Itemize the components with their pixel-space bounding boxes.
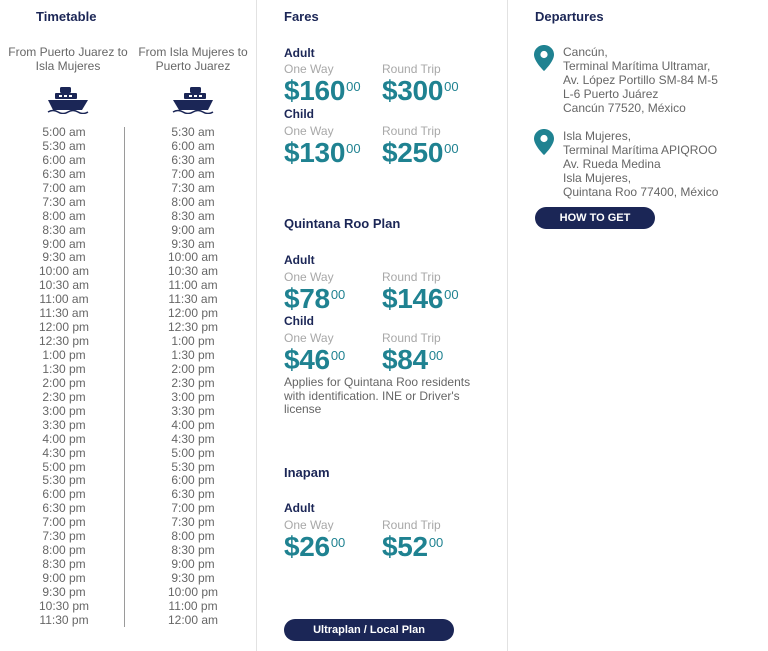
departure-time: 6:30 pm: [42, 501, 86, 516]
timetable-column-b: [143, 126, 243, 628]
departure-time: 12:30 pm: [167, 320, 219, 335]
column-divider-right: [507, 0, 508, 651]
price-child-one-way: $\$130^{00}$: [284, 137, 361, 168]
departure-time: 1:00 pm: [42, 348, 86, 362]
departure-time: 1:00 pm: [171, 334, 215, 349]
departure-time: 5:30 am: [171, 125, 215, 139]
round-trip-label: Round Trip: [382, 124, 441, 138]
departure-time: 6:00 pm: [171, 473, 215, 488]
departure-time: 12:00 pm: [38, 320, 90, 335]
route-a-label: From Puerto Juarez to Isla Mujeres: [8, 45, 128, 73]
departure-time: 8:00 pm: [42, 543, 86, 558]
departure-time: 3:30 pm: [42, 417, 86, 432]
route-b-label: From Isla Mujeres to Puerto Juarez: [138, 45, 248, 73]
departure-time: 10:30 pm: [38, 598, 90, 613]
departure-time: 2:00 pm: [42, 375, 86, 390]
departure-time: 2:30 pm: [171, 375, 215, 390]
qroo-plan-title: Quintana Roo Plan: [284, 216, 401, 231]
departure-time: 9:00 pm: [171, 557, 215, 572]
departure-time: 8:30 am: [42, 222, 86, 237]
departure-time: 1:30 pm: [171, 348, 215, 362]
departure-time: 8:00 pm: [171, 529, 215, 544]
timetable-divider: [124, 127, 125, 627]
timetable-column-a: [14, 126, 114, 628]
adult-label: Adult: [284, 46, 315, 60]
departure-time: 5:00 am: [42, 125, 86, 139]
departure-time: 3:30 pm: [171, 403, 215, 418]
departure-time: 4:30 pm: [42, 445, 86, 460]
departure-time: 7:30 pm: [171, 515, 215, 530]
inapam-title: Inapam: [284, 465, 330, 480]
ferry-icon: [46, 86, 90, 114]
departure-time: 6:00 am: [42, 152, 86, 167]
departure-time: 6:00 am: [171, 138, 215, 153]
qroo-plan-note: Applies for Quintana Roo residents with identification. INE or Driver's license: [284, 375, 471, 416]
departure-time: 11:30 pm: [39, 612, 89, 627]
one-way-label: One Way: [284, 124, 334, 138]
departure-time: 8:30 am: [171, 208, 215, 223]
departure-time: 8:00 am: [171, 194, 215, 209]
departures-title: Departures: [535, 9, 604, 24]
departure-time: 7:00 pm: [171, 501, 215, 516]
departure-time: 2:00 pm: [171, 361, 215, 376]
map-pin-icon: [534, 129, 554, 155]
departure-time: 7:30 am: [42, 194, 86, 209]
one-way-label: One Way: [284, 62, 334, 76]
departure-time: 3:00 pm: [171, 389, 215, 404]
one-way-label: One Way: [284, 518, 334, 532]
departure-time: 8:30 pm: [171, 543, 215, 558]
price-child-round-trip: $\$250^{00}$: [382, 137, 459, 168]
departure-time: 7:00 am: [42, 180, 86, 195]
departure-time: 6:30 am: [42, 166, 86, 181]
departure-time: 3:00 pm: [42, 403, 86, 418]
child-label: Child: [284, 107, 314, 121]
adult-label: Adult: [284, 253, 315, 267]
departure-time: 9:30 pm: [171, 571, 215, 585]
departure-time: 11:00 pm: [168, 598, 218, 613]
departure-time: 5:30 pm: [171, 459, 215, 474]
departure-time: 10:00 am: [167, 250, 219, 265]
price-qroo-adult-round-trip: $\$146^{00}$: [382, 283, 459, 314]
round-trip-label: Round Trip: [382, 331, 441, 345]
departure-time: 8:00 am: [42, 208, 86, 223]
departure-time: 11:00 am: [39, 292, 89, 307]
price-qroo-child-round-trip: $\$84^{00}$: [382, 344, 444, 375]
child-label: Child: [284, 314, 314, 328]
departure-time: 11:30 am: [168, 292, 218, 307]
departure-time: 12:00 am: [167, 612, 219, 627]
round-trip-label: Round Trip: [382, 62, 441, 76]
departure-time: 10:30 am: [38, 278, 90, 293]
price-inapam-adult-one-way: $\$26^{00}$: [284, 531, 346, 562]
departure-time: 5:00 pm: [171, 445, 215, 460]
departure-time: 7:30 am: [171, 180, 215, 195]
departure-time: 9:30 am: [171, 236, 215, 251]
column-divider-left: [256, 0, 257, 651]
departure-time: 7:30 pm: [42, 529, 86, 544]
departure-time: 10:30 am: [167, 264, 219, 279]
price-qroo-child-one-way: $\$46^{00}$: [284, 344, 346, 375]
price-adult-one-way: $\$160^{00}$: [284, 75, 361, 106]
departure-time: 9:00 pm: [42, 571, 86, 585]
departure-time: 9:30 am: [42, 250, 86, 265]
departure-time: 2:30 pm: [42, 389, 86, 404]
map-pin-icon: [534, 45, 554, 71]
price-adult-round-trip: $\$300^{00}$: [382, 75, 459, 106]
departure-time: 5:00 pm: [42, 459, 86, 474]
departure-time: 7:00 am: [171, 166, 215, 181]
ferry-icon: [171, 86, 215, 114]
round-trip-label: Round Trip: [382, 270, 441, 284]
departure-time: 5:30 pm: [42, 473, 86, 488]
departure-time: 1:30 pm: [42, 361, 86, 376]
departure-cancun-address: Cancún, Terminal Marítima Ultramar, Av. López Portillo SM-84 M-5 L-6 Puerto Juárez Cancún 77520, México: [563, 45, 718, 115]
departure-time: 12:30 pm: [38, 334, 90, 349]
departure-time: 4:00 pm: [171, 417, 215, 432]
departure-time: 11:00 am: [168, 278, 218, 293]
round-trip-label: Round Trip: [382, 518, 441, 532]
departure-time: 4:30 pm: [171, 431, 215, 446]
departure-time: 4:00 pm: [42, 431, 86, 446]
price-inapam-adult-round-trip: $\$52^{00}$: [382, 531, 444, 562]
departure-time: 6:30 pm: [171, 487, 215, 502]
fares-title: Fares: [284, 9, 319, 24]
departure-time: 5:30 am: [42, 138, 86, 153]
timetable-title: Timetable: [36, 9, 97, 24]
departure-time: 11:30 am: [39, 306, 89, 321]
departure-time: 10:00 am: [38, 264, 90, 279]
departure-isla-mujeres-address: Isla Mujeres, Terminal Marítima APIQROO Av. Rueda Medina Isla Mujeres, Quintana Roo 77400, México: [563, 129, 719, 199]
price-qroo-adult-one-way: $\$78^{00}$: [284, 283, 346, 314]
departure-time: 8:30 pm: [42, 557, 86, 572]
departure-time: 9:00 am: [42, 236, 86, 251]
how-to-get-button[interactable]: HOW TO GET: [535, 207, 655, 229]
ultraplan-button[interactable]: Ultraplan / Local Plan: [284, 619, 454, 641]
departure-time: 9:00 am: [171, 222, 215, 237]
one-way-label: One Way: [284, 331, 334, 345]
departure-time: 10:00 pm: [167, 584, 219, 599]
adult-label: Adult: [284, 501, 315, 515]
one-way-label: One Way: [284, 270, 334, 284]
departure-time: 7:00 pm: [42, 515, 86, 530]
departure-time: 9:30 pm: [42, 584, 86, 599]
departure-time: 6:00 pm: [42, 487, 86, 502]
departure-time: 6:30 am: [171, 152, 215, 167]
departure-time: 12:00 pm: [167, 306, 219, 321]
